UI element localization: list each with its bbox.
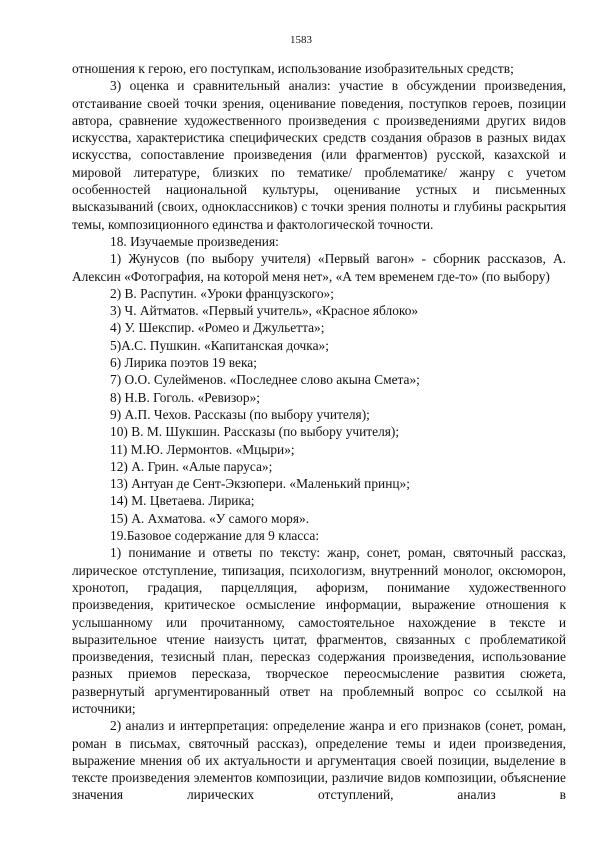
section-heading: 19.Базовое содержание для 9 класса: (110, 528, 320, 544)
list-item: 3) Ч. Айтматов. «Первый учитель», «Красное яблоко» (110, 303, 419, 319)
list-item: 2) В. Распутин. «Уроки французского»; (110, 285, 334, 301)
list-item: 8) Н.В. Гоголь. «Ревизор»; (110, 389, 260, 405)
list-item: 13) Антуан де Сент-Экзюпери. «Маленький принц»; (110, 476, 410, 492)
list-item: 10) В. М. Шукшин. Рассказы (по выбору учителя); (110, 424, 400, 440)
section-heading: 18. Изучаемые произведения: (110, 233, 279, 249)
document-body (72, 60, 566, 804)
paragraph: отношения к герою, его поступкам, использование изобразительных средств; (72, 61, 514, 76)
list-item: 9) А.П. Чехов. Рассказы (по выбору учителя); (110, 406, 370, 422)
list-item: 4) У. Шекспир. «Ромео и Джульетта»; (110, 320, 325, 336)
page-number: 1583 (290, 34, 312, 46)
list-item: 11) М.Ю. Лермонтов. «Мцыри»; (110, 441, 295, 457)
list-item: 14) М. Цветаева. Лирика; (110, 493, 255, 509)
list-item: 5)А.С. Пушкин. «Капитанская дочка»; (110, 337, 329, 353)
list-item: 7) О.О. Сулейменов. «Последнее слово акына Смета»; (110, 372, 420, 388)
list-item: 6) Лирика поэтов 19 века; (110, 355, 257, 371)
paragraph: 1) понимание и ответы по тексту: жанр, сонет, роман, святочный рассказ, лирическое отступление, типизация, психологизм, внутренний монолог, оксюморон, хронотоп, градация, парцелляция, афоризм, понимание художественного произведения, критическое осмысление информации, выражение отношения к услышанному или прочитанному, самостоятельное нахождение в тексте и выразительное чтение наизусть цитат, фрагментов, связанных с проблематикой произведения, тезисный план, пересказ содержания произведения, использование разных приемов пересказа, творческое переосмысление развития сюжета, развернутый аргументированный ответ на проблемный вопрос со ссылкой на источники; (72, 545, 566, 716)
paragraph: 3) оценка и сравнительный анализ: участие в обсуждении произведения, отстаивание своей точки зрения, оценивание поведения, поступков героев, позиции автора, сравнение художественного произведения с произведениями других видов искусства, характеристика специфических средств создания образов в разных видах искусства, сопоставление произведения (или фрагментов) русской, казахской и мировой литературе, близких по тематике/ проблематике/ жанру с учетом особенностей национальной культуры, оценивание устных и письменных высказываний (своих, одноклассников) с точки зрения полноты и глубины раскрытия темы, композиционного единства и фактологической точности. (72, 78, 566, 232)
paragraph: 2) анализ и интерпретация: определение жанра и его признаков (сонет, роман, роман в письмах, святочный рассказ), определение темы и идеи произведения, выражение мнения об их актуальности и аргументация своей позиции, выделение в тексте произведения элементов композиции, различие видов композиции, объяснение значения лирических отступлений, анализ в (72, 718, 566, 803)
list-item: 15) А. Ахматова. «У самого моря». (110, 510, 310, 526)
list-item: 12) А. Грин. «Алые паруса»; (110, 458, 273, 474)
list-item: 1) Жунусов (по выбору учителя) «Первый вагон» - сборник рассказов, А. Алексин «Фотография, на которой меня нет», «А тем временем где-то» (по выбору) (72, 251, 566, 284)
